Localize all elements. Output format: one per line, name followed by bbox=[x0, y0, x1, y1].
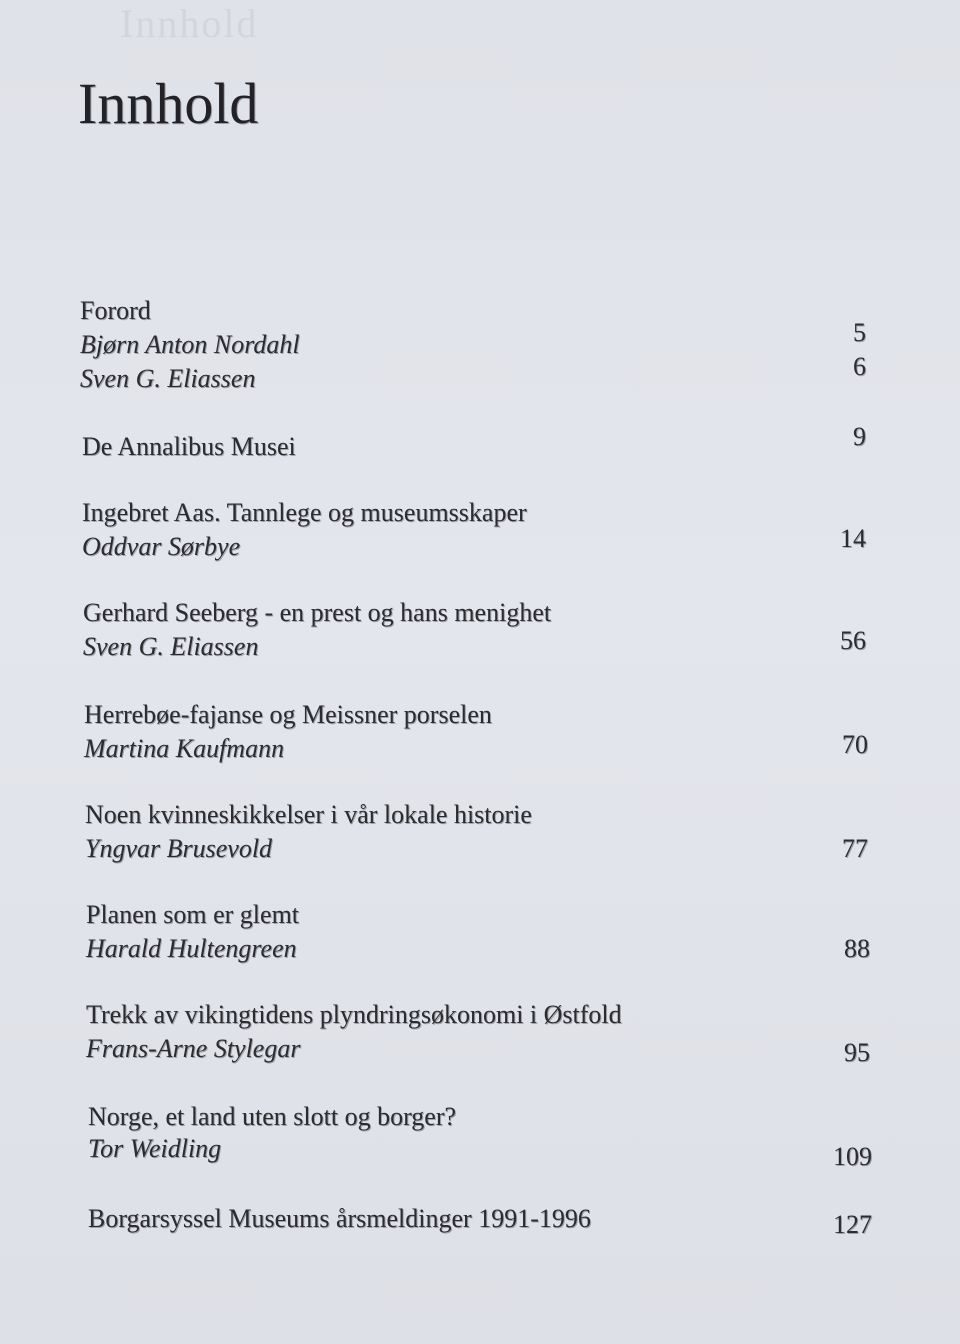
toc-entry-title: Planen som er glemt bbox=[86, 900, 300, 929]
toc-page-number: 70 bbox=[842, 730, 868, 759]
toc-page-number: 56 bbox=[840, 626, 866, 655]
toc-page-number: 88 bbox=[844, 934, 870, 963]
toc-entry-title: Ingebret Aas. Tannlege og museumsskaper bbox=[82, 498, 527, 527]
toc-entry-author: Tor Weidling bbox=[88, 1134, 222, 1163]
toc-entry-title: Borgarsyssel Museums årsmeldinger 1991-1996 bbox=[88, 1204, 591, 1233]
toc-entry-author: Martina Kaufmann bbox=[84, 734, 285, 763]
toc-page-number: 127 bbox=[833, 1210, 872, 1239]
toc-entry-title: Gerhard Seeberg - en prest og hans menighet bbox=[83, 598, 552, 627]
toc-entry-author: Sven G. Eliassen bbox=[83, 632, 259, 661]
toc-entry-author: Bjørn Anton Nordahl bbox=[80, 330, 300, 359]
toc-page-number: 6 bbox=[853, 352, 866, 381]
toc-entry-author: Sven G. Eliassen bbox=[80, 364, 256, 393]
toc-page-number: 5 bbox=[853, 318, 866, 347]
toc-page-number: 95 bbox=[844, 1038, 870, 1067]
toc-page-number: 77 bbox=[842, 834, 868, 863]
toc-entry-author: Frans-Arne Stylegar bbox=[86, 1034, 301, 1063]
toc-entry-title: Forord bbox=[80, 296, 151, 325]
toc-page-number: 14 bbox=[840, 524, 866, 553]
toc-entry-title: Trekk av vikingtidens plyndringsøkonomi i Østfold bbox=[86, 1000, 622, 1029]
toc-entry-author: Yngvar Brusevold bbox=[85, 834, 273, 863]
bleed-through-text: Innhold bbox=[120, 1, 259, 46]
toc-entry-author: Harald Hultengreen bbox=[86, 934, 297, 963]
toc-entry-author: Oddvar Sørbye bbox=[82, 532, 241, 561]
toc-page-number: 9 bbox=[853, 422, 866, 451]
toc-entry-title: Herrebøe-fajanse og Meissner porselen bbox=[84, 700, 492, 729]
page-title: Innhold bbox=[78, 71, 259, 136]
toc-entry-title: Norge, et land uten slott og borger? bbox=[88, 1102, 457, 1131]
toc-entry-title: De Annalibus Musei bbox=[82, 432, 296, 461]
toc-entry-title: Noen kvinneskikkelser i vår lokale historie bbox=[85, 800, 532, 829]
toc-page-number: 109 bbox=[833, 1142, 872, 1171]
